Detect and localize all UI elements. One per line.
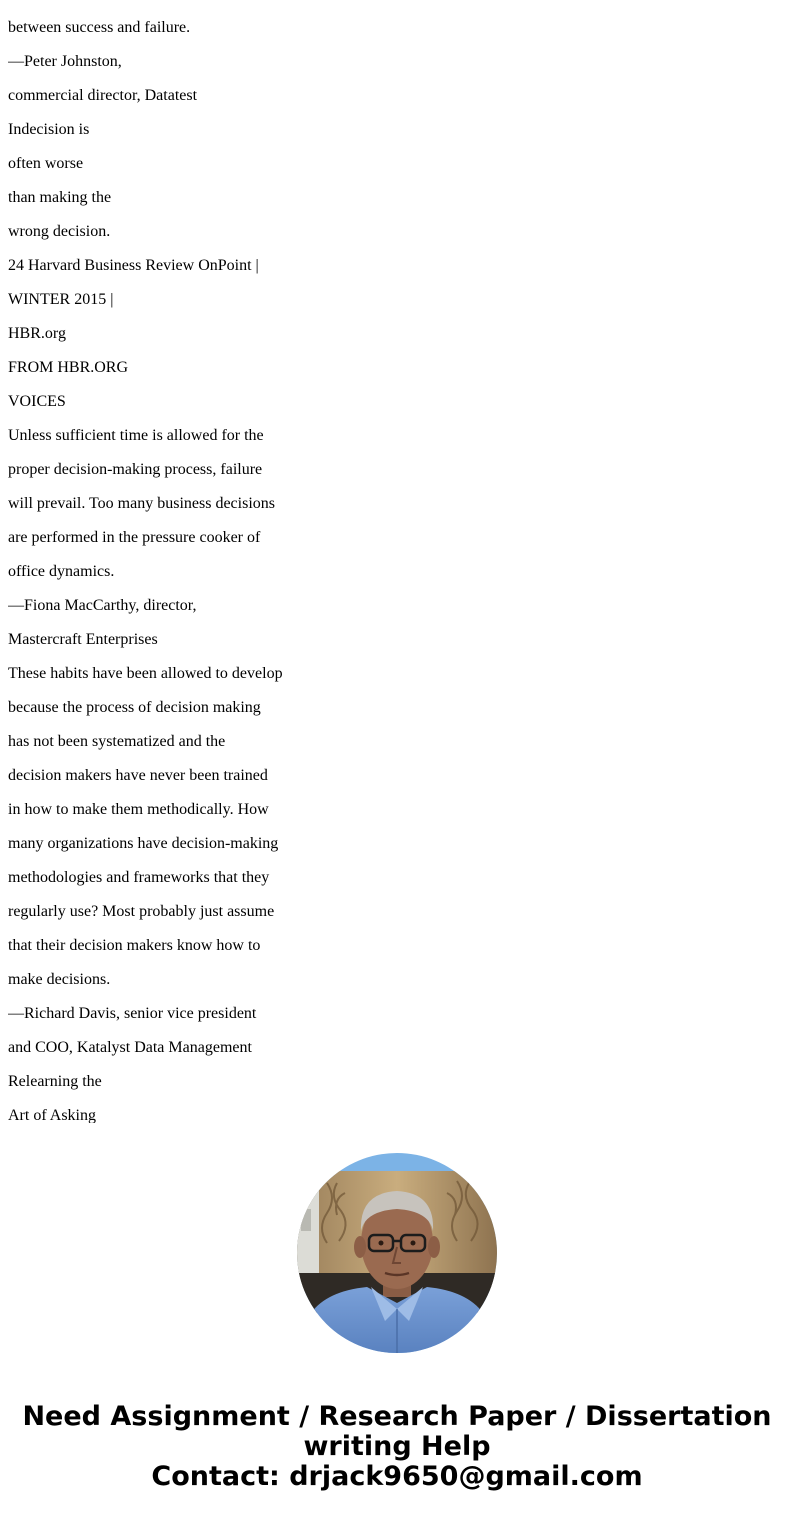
- text-line: wrong decision.: [8, 223, 111, 240]
- footer-subheadline: writing Help: [303, 1431, 491, 1462]
- avatar: [297, 1153, 497, 1353]
- text-line: between success and failure.: [8, 19, 191, 36]
- text-line: —Peter Johnston,: [8, 53, 122, 70]
- text-line: commercial director, Datatest: [8, 87, 198, 104]
- footer-contact-email[interactable]: Contact: drjack9650@gmail.com: [151, 1461, 643, 1492]
- text-line: Art of Asking: [8, 1107, 96, 1123]
- text-line: that their decision makers know how to: [8, 937, 261, 954]
- text-line: HBR.org: [8, 325, 66, 342]
- text-line: are performed in the pressure cooker of: [8, 529, 261, 546]
- text-line: Mastercraft Enterprises: [8, 631, 158, 648]
- text-line: regularly use? Most probably just assume: [8, 903, 275, 920]
- text-line: and COO, Katalyst Data Management: [8, 1039, 252, 1056]
- text-line: —Fiona MacCarthy, director,: [8, 597, 197, 614]
- text-line: Unless sufficient time is allowed for the: [8, 427, 264, 444]
- contact-footer: [0, 1402, 794, 1492]
- document-text: [8, 0, 568, 1123]
- text-line: methodologies and frameworks that they: [8, 869, 270, 886]
- text-line: VOICES: [8, 393, 66, 410]
- text-line: proper decision-making process, failure: [8, 461, 263, 478]
- text-line: Relearning the: [8, 1073, 102, 1090]
- text-line: make decisions.: [8, 971, 111, 988]
- text-line: These habits have been allowed to develop: [8, 665, 283, 682]
- text-line: in how to make them methodically. How: [8, 801, 269, 818]
- text-line: office dynamics.: [8, 563, 115, 580]
- text-line: FROM HBR.ORG: [8, 359, 129, 376]
- text-line: many organizations have decision-making: [8, 835, 279, 852]
- text-line: decision makers have never been trained: [8, 767, 268, 784]
- text-line: 24 Harvard Business Review OnPoint |: [8, 257, 259, 274]
- text-line: has not been systematized and the: [8, 733, 226, 750]
- text-line: will prevail. Too many business decisions: [8, 495, 275, 512]
- text-line: —Richard Davis, senior vice president: [8, 1005, 257, 1022]
- text-line: than making the: [8, 189, 112, 206]
- text-line: WINTER 2015 |: [8, 291, 114, 308]
- footer-headline: Need Assignment / Research Paper / Dissertation: [22, 1401, 772, 1432]
- person-portrait-icon: [297, 1153, 497, 1353]
- text-line: because the process of decision making: [8, 699, 261, 716]
- text-line: Indecision is: [8, 121, 90, 138]
- text-line: often worse: [8, 155, 84, 172]
